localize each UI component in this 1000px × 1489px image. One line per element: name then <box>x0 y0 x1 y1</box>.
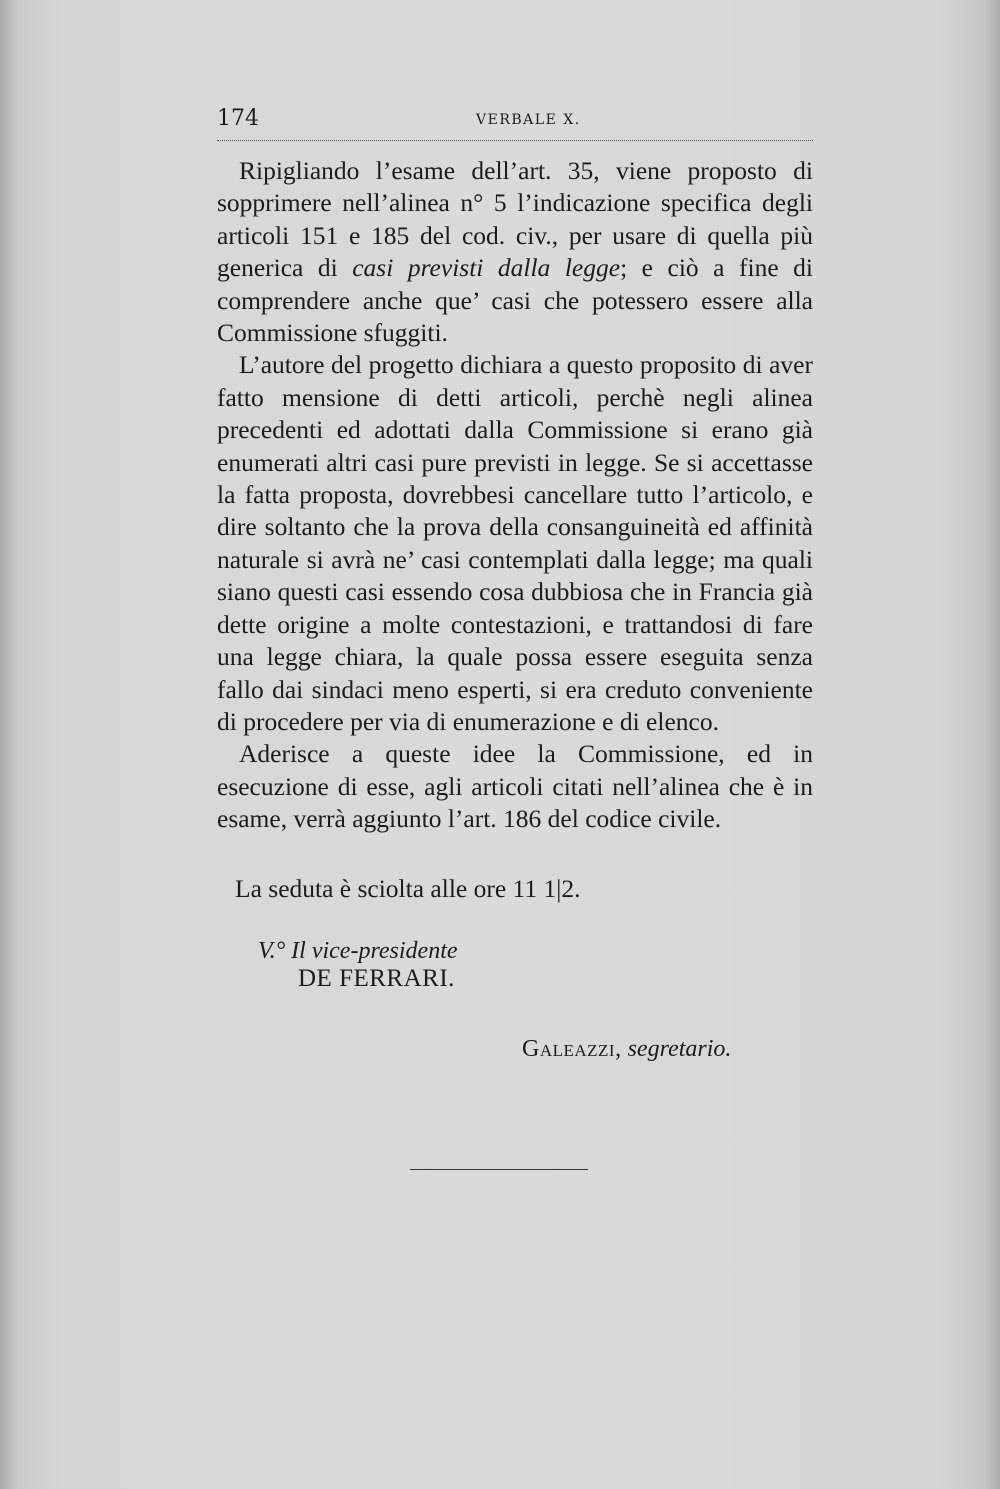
running-head: VERBALE X. <box>476 112 581 128</box>
paragraph-2: L’autore del progetto dichiara a questo proposito di aver fatto mensione di detti articoli, perchè negli alinea precedenti ed adottati dalla Commissione si erano già enumerati altri casi pure previsti in legge. Se si accettasse la fatta proposta, dovrebbesi cancellare tutto l’articolo, e dire soltanto che la prova della consanguineità ed affinità naturale si avrà ne’ casi contemplati dalla legge; ma quali siano questi casi essendo cosa dubbiosa che in Francia già dette origine a molte contestazioni, e trattandosi di fare una legge chiara, la quale possa essere eseguita senza fallo dai sindaci meno esperti, si era creduto conveniente di procedere per via di enumerazione e di elenco. <box>217 350 813 736</box>
paragraph-1-text-before: Ripigliando l’esame dell’art. 35, viene proposto di sopprimere nell’alinea n° 5 l’indicazione specifica degli articoli 151 e 185 del cod. civ., per usare di quella più generica di <box>217 156 813 283</box>
vice-president-title: V.° Il vice-presidente <box>258 938 458 964</box>
page-number: 174 <box>217 106 259 131</box>
secretary-signature <box>522 1034 731 1064</box>
vice-president-name: DE FERRARI. <box>298 965 455 992</box>
secretary-role: segretario. <box>627 1036 732 1062</box>
body-text <box>217 155 813 836</box>
paragraph-1 <box>217 155 813 349</box>
paragraph-1-italic-phrase: casi previsti dalla legge <box>352 253 621 283</box>
paragraph-3: Aderisce a queste idee la Commissione, ed in esecuzione di esse, agli articoli citati nell’alinea che è in esame, verrà aggiunto l’art. 186 del codice civile. <box>217 739 813 834</box>
secretary-name: Galeazzi, <box>522 1036 622 1062</box>
session-closing-line: La seduta è sciolta alle ore 11 1|2. <box>235 874 581 903</box>
end-rule-divider <box>410 1169 588 1170</box>
paragraph-1-text-after: ; e ciò a fine di comprendere anche que’ casi che potessero essere alla Commissione sfuggiti. <box>217 253 814 348</box>
page-header <box>217 104 813 141</box>
